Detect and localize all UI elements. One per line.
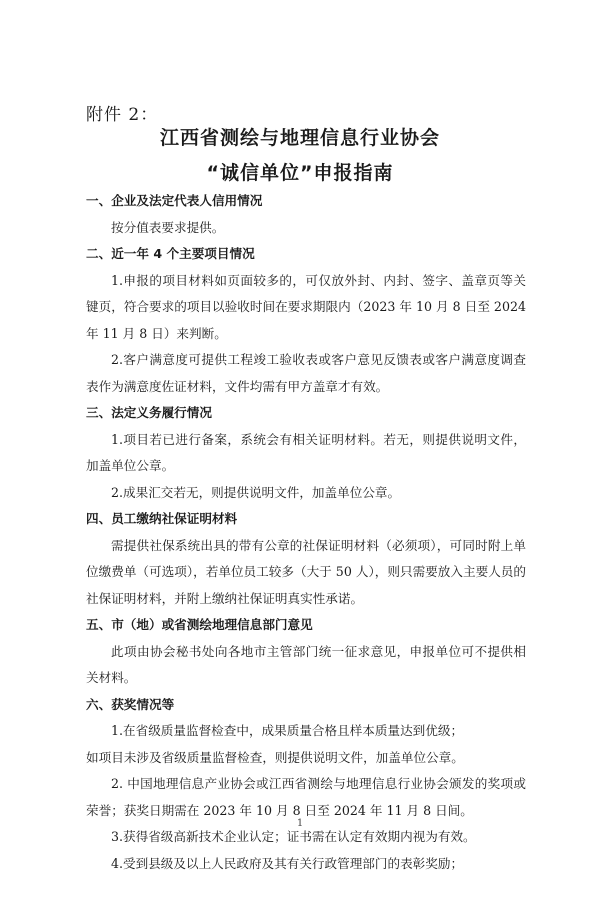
section-heading: 一、企业及法定代表人信用情况 (86, 193, 263, 208)
section-paragraph: 如项目未涉及省级质量监督检查，则提供说明文件，加盖单位公章。 (86, 749, 464, 765)
section-paragraph: 2.成果汇交若无，则提供说明文件，加盖单位公章。 (111, 484, 401, 500)
section-legal-obligations (86, 400, 526, 506)
section-heading: 五、市（地）或省测绘地理信息部门意见 (86, 617, 313, 632)
document-title-line1: 江西省测绘与地理信息行业协会 (159, 127, 440, 149)
section-credit (86, 188, 526, 241)
section-heading: 六、获奖情况等 (86, 696, 175, 712)
section-paragraph: 2.客户满意度可提供工程竣工验收表或客户意见反馈表或客户满意度调查表作为满意度佐证材料，文件均需有甲方盖章才有效。 (86, 352, 526, 394)
section-paragraph: 4.受到县级及以上人民政府及其有关行政管理部门的表彰奖励； (111, 855, 464, 871)
section-paragraph: 1.申报的项目材料如页面较多的，可仅放外封、内封、签字、盖章页等关键页，符合要求的项目以验收时间在要求期限内（2023 年 10 月 8 日至 2024 年 11 月 8 日）来判断。 (86, 272, 526, 341)
section-paragraph: 3.获得省级高新技术企业认定；证书需在认定有效期内视为有效。 (111, 829, 476, 844)
section-paragraph: 1.项目若已进行备案，系统会有相关证明材料。若无，则提供说明文件，加盖单位公章。 (86, 431, 526, 473)
section-awards (86, 692, 526, 878)
section-heading: 三、法定义务履行情况 (86, 405, 212, 420)
section-heading: 四、员工缴纳社保证明材料 (86, 511, 238, 526)
section-heading: 二、近一年 4 个主要项目情况 (86, 246, 255, 261)
section-paragraph: 需提供社保系统出具的带有公章的社保证明材料（必须项），可同时附上单位缴费单（可选项），若单位员工较多（大于 50 人），则只需要放入主要人员的社保证明材料，并附上缴纳社保证明真实性承诺。 (86, 537, 526, 606)
section-projects (86, 241, 526, 400)
section-paragraph: 此项由协会秘书处向各地市主管部门统一征求意见，申报单位可不提供相关材料。 (86, 643, 526, 685)
section-paragraph: 1.在省级质量监督检查中，成果质量合格且样本质量达到优级； (111, 723, 464, 738)
page-number: 1 (296, 818, 304, 829)
document-title-line2: “诚信单位”申报指南 (206, 162, 394, 184)
section-paragraph: 按分值表要求提供。 (111, 219, 225, 235)
attachment-label: 附件 2： (86, 105, 159, 125)
section-paragraph: 2. 中国地理信息产业协会或江西省测绘与地理信息行业协会颁发的奖项或荣誉；获奖日期需在 2023 年 10 月 8 日至 2024 年 11 月 8 日间。 (86, 776, 526, 818)
section-social-insurance (86, 506, 526, 612)
section-department-opinion (86, 612, 526, 692)
document-body (86, 188, 526, 877)
